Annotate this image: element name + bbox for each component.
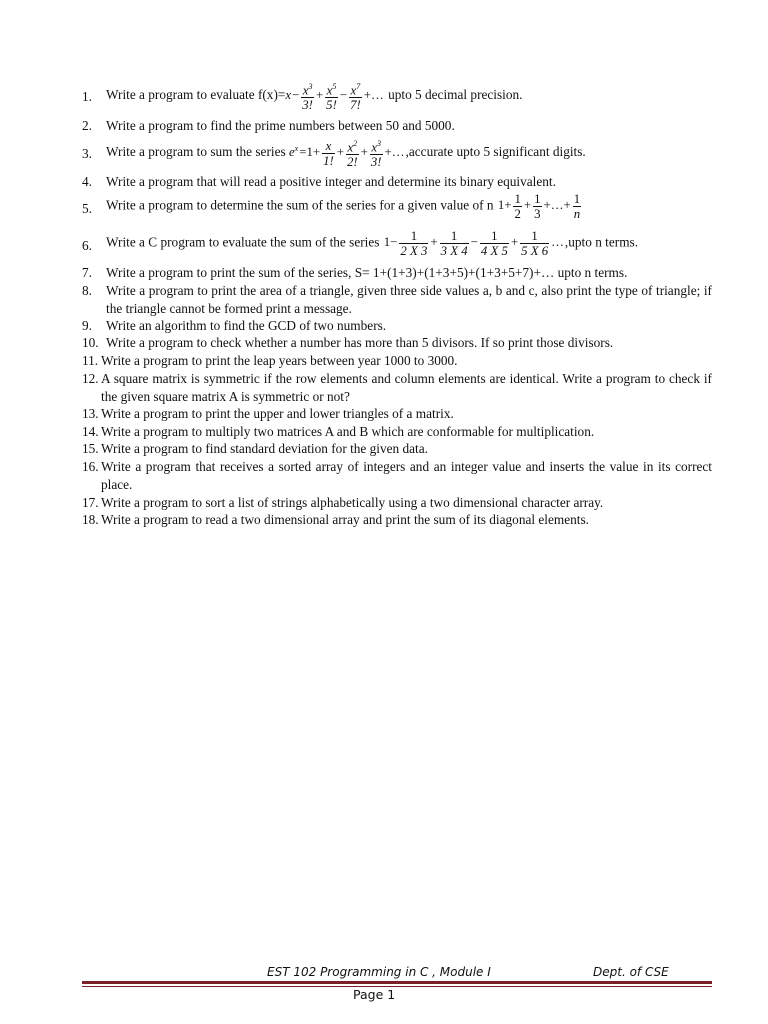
question-text: Write an algorithm to find the GCD of two numbers. <box>106 318 387 333</box>
page-number: Page 1 <box>353 987 396 1002</box>
question-number: 8. <box>82 283 92 298</box>
question-text: Write a program that will read a positive integer and determine its binary equivalent. <box>106 174 556 189</box>
question-text: A square matrix is symmetric if the row elements and column elements are identical. Write a program to check if the given square matrix A is symmetric or not? <box>101 371 712 404</box>
question-8 <box>82 282 712 317</box>
question-text-end: ,accurate upto 5 significant digits. <box>405 144 586 160</box>
question-number: 3. <box>82 146 92 161</box>
question-text: Write a program to find the prime numbers between 50 and 5000. <box>106 118 455 133</box>
question-text: Write a program to multiply two matrices A and B which are conformable for multiplication. <box>101 424 595 439</box>
question-text: Write a program to sort a list of strings alphabetically using a two dimensional character array. <box>101 495 604 510</box>
question-number: 10. <box>82 335 99 350</box>
question-number: 5. <box>82 201 92 216</box>
question-number: 6. <box>82 238 92 253</box>
question-text: Write a program to determine the sum of the series for a given value of n <box>106 197 497 213</box>
formula-series-f: x− $\frac{x^3}{3!}$ + $\frac{x^5}{5!}$ − $\frac{x^7}{7!}$ +… <box>285 82 384 113</box>
question-number: 4. <box>82 174 92 189</box>
question-text: Write a program to sum the series <box>106 144 289 160</box>
question-number: 17. <box>82 495 99 510</box>
question-number: 16. <box>82 459 99 474</box>
footer-rule <box>82 981 712 984</box>
question-text: Write a program to print the area of a triangle, given three side values a, b and c, also print the type of triangle; if the triangle cannot be formed print a message. <box>106 283 712 316</box>
footer-department: Dept. of CSE <box>593 965 669 979</box>
question-number: 9. <box>82 318 92 333</box>
formula-exponential-series: $e^x=1+$ $\frac{x}{1!}$ + $\frac{x^2}{2!}$ + $\frac{x^3}{3!}$ +… <box>288 138 405 170</box>
formula-harmonic-series: 1+ $\frac{1}{2}$ + $\frac{1}{3}$ +…+ $\frac{1}{n}$ <box>497 192 581 221</box>
question-16 <box>82 458 712 493</box>
question-text-end: upto 5 decimal precision. <box>384 87 523 103</box>
question-text: Write a program that receives a sorted array of integers and an integer value and inserts the value in its correct place. <box>101 459 712 492</box>
formula-product-series: 1− $\frac{1}{2 X 3}$ + $\frac{1}{3 X 4}$ − $\frac{1}{4 X 5}$ + $\frac{1}{5 X 6}$ … <box>383 229 564 258</box>
question-text-end: ,upto n terms. <box>564 234 639 250</box>
question-text: Write a program to evaluate f(x)= <box>106 87 286 103</box>
question-number: 2. <box>82 118 92 133</box>
question-text: Write a C program to evaluate the sum of the series <box>106 234 383 250</box>
question-number: 11. <box>82 353 99 368</box>
question-number: 13. <box>82 406 99 421</box>
question-number: 7. <box>82 265 92 280</box>
question-number: 14. <box>82 424 99 439</box>
question-text: Write a program to read a two dimensional array and print the sum of its diagonal elements. <box>101 512 589 527</box>
question-number: 18. <box>82 512 99 527</box>
question-text: Write a program to find standard deviation for the given data. <box>101 441 428 456</box>
question-number: 12. <box>82 371 99 386</box>
question-12 <box>82 370 712 405</box>
question-text: Write a program to print the upper and lower triangles of a matrix. <box>101 406 454 421</box>
question-text: Write a program to print the leap years between year 1000 to 3000. <box>101 353 458 368</box>
question-number: 15. <box>82 441 99 456</box>
footer-course: EST 102 Programming in C , Module I <box>267 965 491 979</box>
question-number: 1. <box>82 89 92 104</box>
footer-rule-thin <box>82 986 712 987</box>
question-text: Write a program to check whether a number has more than 5 divisors. If so print those divisors. <box>106 335 614 350</box>
question-text: Write a program to print the sum of the series, S= 1+(1+3)+(1+3+5)+(1+3+5+7)+… upto n terms. <box>106 265 628 280</box>
